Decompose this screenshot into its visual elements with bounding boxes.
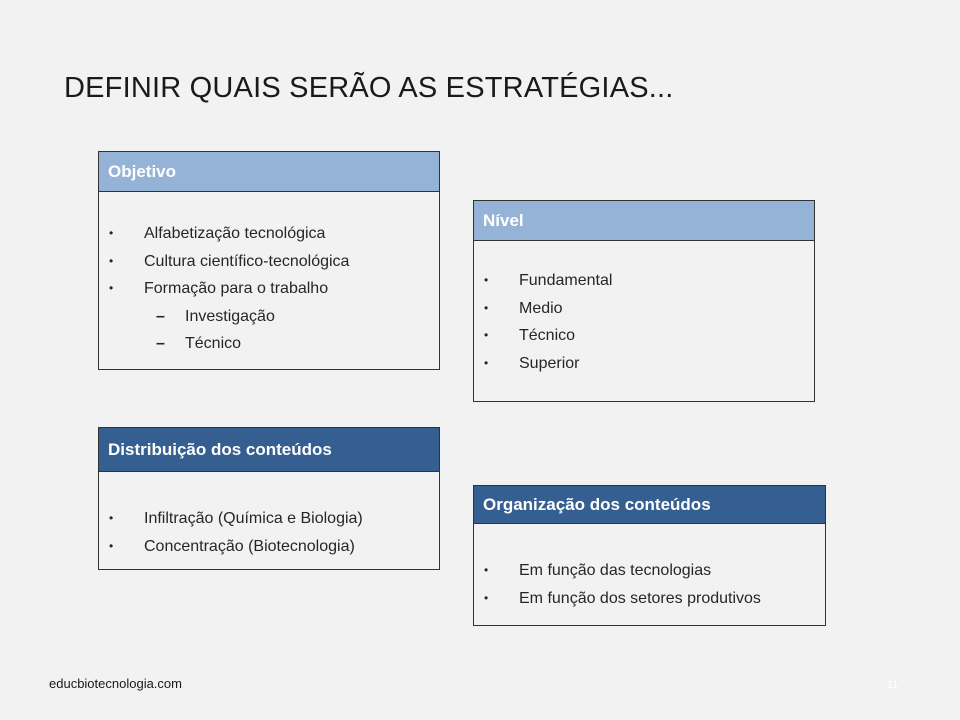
- list-item-text: Fundamental: [519, 272, 613, 289]
- list-item-text: Em função dos setores produtivos: [519, 589, 761, 607]
- sub-list-item: [99, 330, 439, 358]
- footer-website: educbiotecnologia.com: [49, 676, 182, 691]
- bullet-icon: •: [109, 253, 114, 268]
- distribuicao-header: Distribuição dos conteúdos: [99, 428, 439, 472]
- list-item-text: Superior: [519, 354, 580, 372]
- list-item-text: Infiltração (Química e Biologia): [144, 510, 363, 527]
- objetivo-box: [98, 151, 440, 370]
- bullet-icon: •: [484, 328, 489, 342]
- list-item: [474, 322, 814, 350]
- distribuicao-box: [98, 427, 440, 570]
- list-item: [474, 267, 814, 295]
- dash-icon: –: [156, 335, 165, 352]
- list-item-text: Técnico: [185, 335, 242, 352]
- list-item-text: Formação para o trabalho: [144, 280, 329, 297]
- list-item: [99, 533, 439, 561]
- list-item-text: Medio: [519, 299, 563, 317]
- sub-list-item: [99, 303, 439, 331]
- list-item-text: Concentração (Biotecnologia): [144, 537, 355, 555]
- list-item: [474, 350, 814, 378]
- nivel-header: Nível: [474, 201, 814, 241]
- list-item: [474, 585, 825, 613]
- slide-title: DEFINIR QUAIS SERÃO AS ESTRATÉGIAS...: [64, 72, 674, 104]
- bullet-icon: •: [109, 226, 114, 240]
- bullet-icon: •: [484, 590, 489, 605]
- bullet-icon: •: [109, 538, 114, 553]
- nivel-box: [473, 200, 815, 402]
- list-item: [99, 505, 439, 533]
- bullet-icon: •: [484, 355, 489, 370]
- list-item: [99, 248, 439, 276]
- list-item-text: Alfabetização tecnológica: [144, 225, 326, 242]
- distribuicao-list: [99, 505, 439, 560]
- list-item-text: Investigação: [185, 307, 275, 325]
- organizacao-list: [474, 557, 825, 612]
- organizacao-box: [473, 485, 826, 626]
- bullet-icon: •: [109, 281, 114, 295]
- objetivo-list: [99, 220, 439, 358]
- list-item-text: Em função das tecnologias: [519, 562, 712, 579]
- page-number: 11: [887, 679, 899, 691]
- bullet-icon: •: [484, 300, 489, 315]
- bullet-icon: •: [484, 273, 489, 287]
- list-item: [474, 295, 814, 323]
- list-item-text: Técnico: [519, 327, 576, 344]
- list-item: [474, 557, 825, 585]
- list-item: [99, 275, 439, 303]
- objetivo-header: Objetivo: [99, 152, 439, 192]
- dash-icon: –: [156, 307, 165, 325]
- bullet-icon: •: [109, 511, 114, 525]
- list-item: [99, 220, 439, 248]
- nivel-list: [474, 267, 814, 377]
- bullet-icon: •: [484, 563, 489, 577]
- organizacao-header: Organização dos conteúdos: [474, 486, 825, 524]
- list-item-text: Cultura científico-tecnológica: [144, 252, 350, 270]
